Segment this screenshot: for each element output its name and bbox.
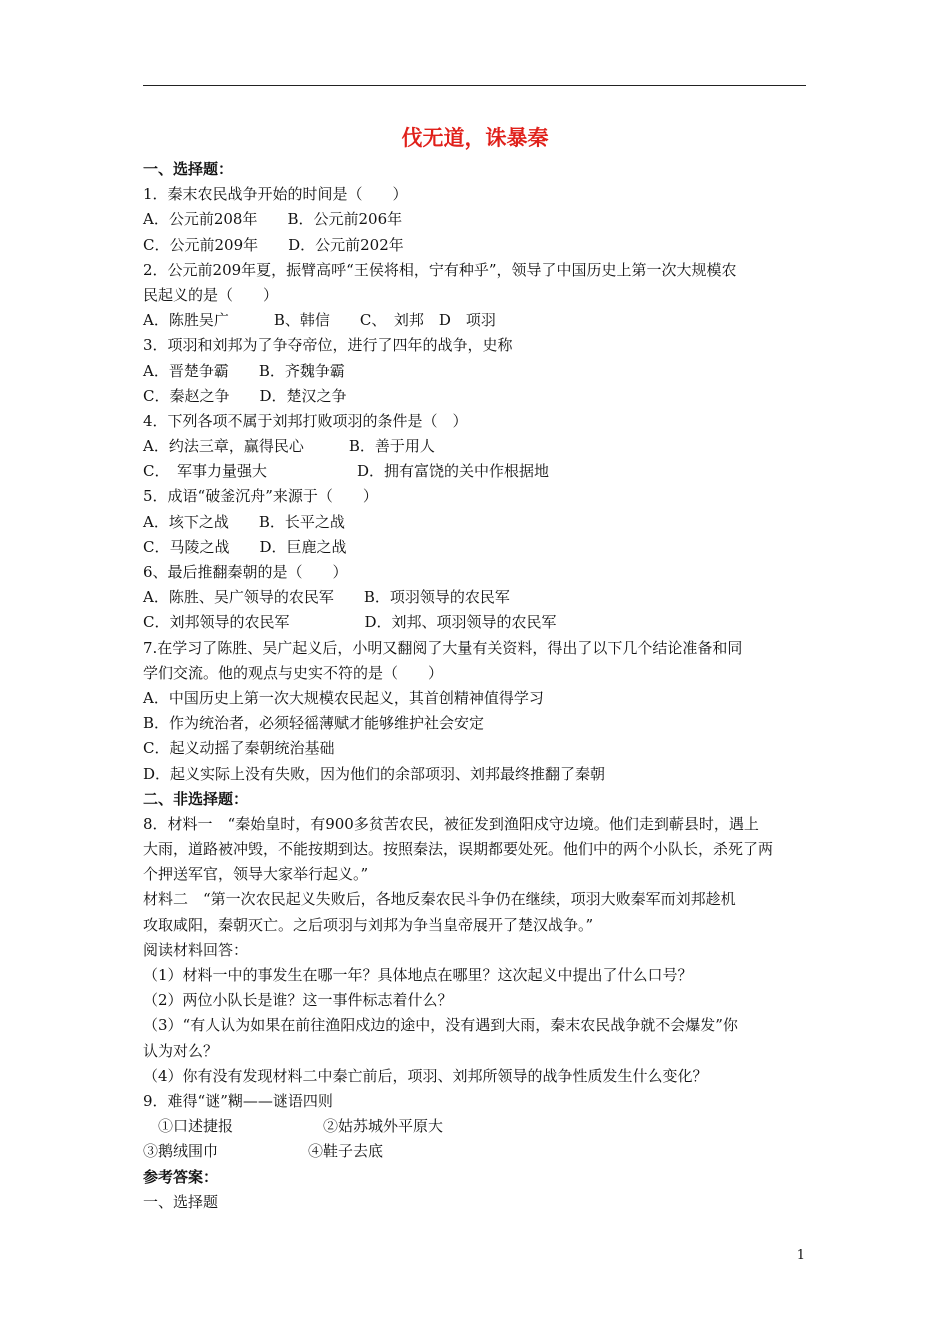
- page-number: 1: [796, 1248, 805, 1263]
- text-line: C．公元前209年 D．公元前202年: [143, 235, 404, 254]
- text-line: 8．材料一 “秦始皇时，有900多贫苦农民，被征发到渔阳戍守边境。他们走到蕲县时，遇上: [143, 814, 759, 833]
- text-line: 9．难得“谜”糊——谜语四则: [143, 1091, 333, 1110]
- page-title: 伐无道，诛暴秦: [401, 125, 549, 150]
- text-line: 认为对么？: [143, 1041, 219, 1060]
- text-line: 一、选择题: [143, 1192, 219, 1211]
- text-line: 大雨，道路被冲毁，不能按期到达。按照秦法，误期都要处死。他们中的两个小队长，杀死了两: [143, 840, 774, 859]
- text-line: C．起义动摇了秦朝统治基础: [143, 739, 335, 758]
- text-line: 1．秦末农民战争开始的时间是（ ）: [143, 185, 408, 204]
- text-line: A．中国历史上第一次大规模农民起义，其首创精神值得学习: [143, 688, 544, 707]
- text-line: C．刘邦领导的农民军 D．刘邦、项羽领导的农民军: [143, 613, 557, 632]
- text-line: A．公元前208年 B．公元前206年: [143, 210, 403, 229]
- text-line: D．起义实际上没有失败，因为他们的余部项羽、刘邦最终推翻了秦朝: [143, 764, 606, 783]
- text-line: 5．成语“破釜沉舟”来源于（ ）: [143, 487, 378, 506]
- text-line: A．陈胜吴广 B、韩信 C、 刘邦 D 项羽: [143, 311, 496, 330]
- text-line: C． 军事力量强大 D．拥有富饶的关中作根据地: [143, 462, 550, 481]
- text-line: 6、最后推翻秦朝的是（ ）: [143, 563, 348, 581]
- text-line: 2．公元前209年夏，振臂高呼“王侯将相，宁有种乎”，领导了中国历史上第一次大规模农: [143, 260, 737, 279]
- text-line: 学们交流。他的观点与史实不符的是（ ）: [143, 663, 444, 682]
- text-line: A．晋楚争霸 B．齐魏争霸: [143, 361, 345, 380]
- text-line: 材料二 “第一次农民起义失败后，各地反秦农民斗争仍在继续，项羽大败秦军而刘邦趁机: [143, 890, 736, 909]
- text-line: （2）两位小队长是谁？这一事件标志着什么？: [143, 991, 453, 1010]
- text-line: C．秦赵之争 D．楚汉之争: [143, 386, 347, 405]
- text-line: （4）你有没有发现材料二中秦亡前后，项羽、刘邦所领导的战争性质发生什么变化？: [143, 1066, 708, 1085]
- text-line: C．马陵之战 D．巨鹿之战: [143, 537, 347, 556]
- text-line: A．陈胜、吴广领导的农民军 B．项羽领导的农民军: [143, 588, 510, 607]
- text-line: （3）“有人认为如果在前往渔阳戍边的途中，没有遇到大雨，秦末农民战争就不会爆发”你: [143, 1016, 738, 1035]
- text-line: ①口述捷报 ②姑苏城外平原大: [143, 1117, 444, 1136]
- section-heading: 参考答案：: [143, 1167, 219, 1186]
- text-line: A．垓下之战 B．长平之战: [143, 512, 345, 531]
- document-body: [143, 157, 808, 1215]
- text-line: 阅读材料回答：: [143, 940, 249, 959]
- text-line: ③鹅绒围巾 ④鞋子去底: [143, 1142, 384, 1161]
- text-line: 4．下列各项不属于刘邦打败项羽的条件是（ ）: [143, 411, 468, 430]
- text-line: 3．项羽和刘邦为了争夺帝位，进行了四年的战争，史称: [143, 336, 513, 355]
- text-line: 个押送军官，领导大家举行起义。”: [143, 865, 369, 884]
- section-heading: 二、非选择题：: [143, 789, 249, 808]
- text-line: B．作为统治者，必须轻徭薄赋才能够维护社会安定: [143, 714, 485, 733]
- text-line: A．约法三章，赢得民心 B．善于用人: [143, 437, 435, 456]
- header-rule: [143, 85, 806, 86]
- section-heading: 一、选择题：: [143, 160, 234, 178]
- text-line: 民起义的是（ ）: [143, 285, 279, 304]
- text-line: 攻取咸阳，秦朝灭亡。之后项羽与刘邦为争当皇帝展开了楚汉战争。”: [143, 915, 594, 934]
- text-line: （1）材料一中的事发生在哪一年？具体地点在哪里？这次起义中提出了什么口号？: [143, 966, 693, 984]
- text-line: 7.在学习了陈胜、吴广起义后，小明又翻阅了大量有关资料，得出了以下几个结论准备和同: [143, 638, 743, 657]
